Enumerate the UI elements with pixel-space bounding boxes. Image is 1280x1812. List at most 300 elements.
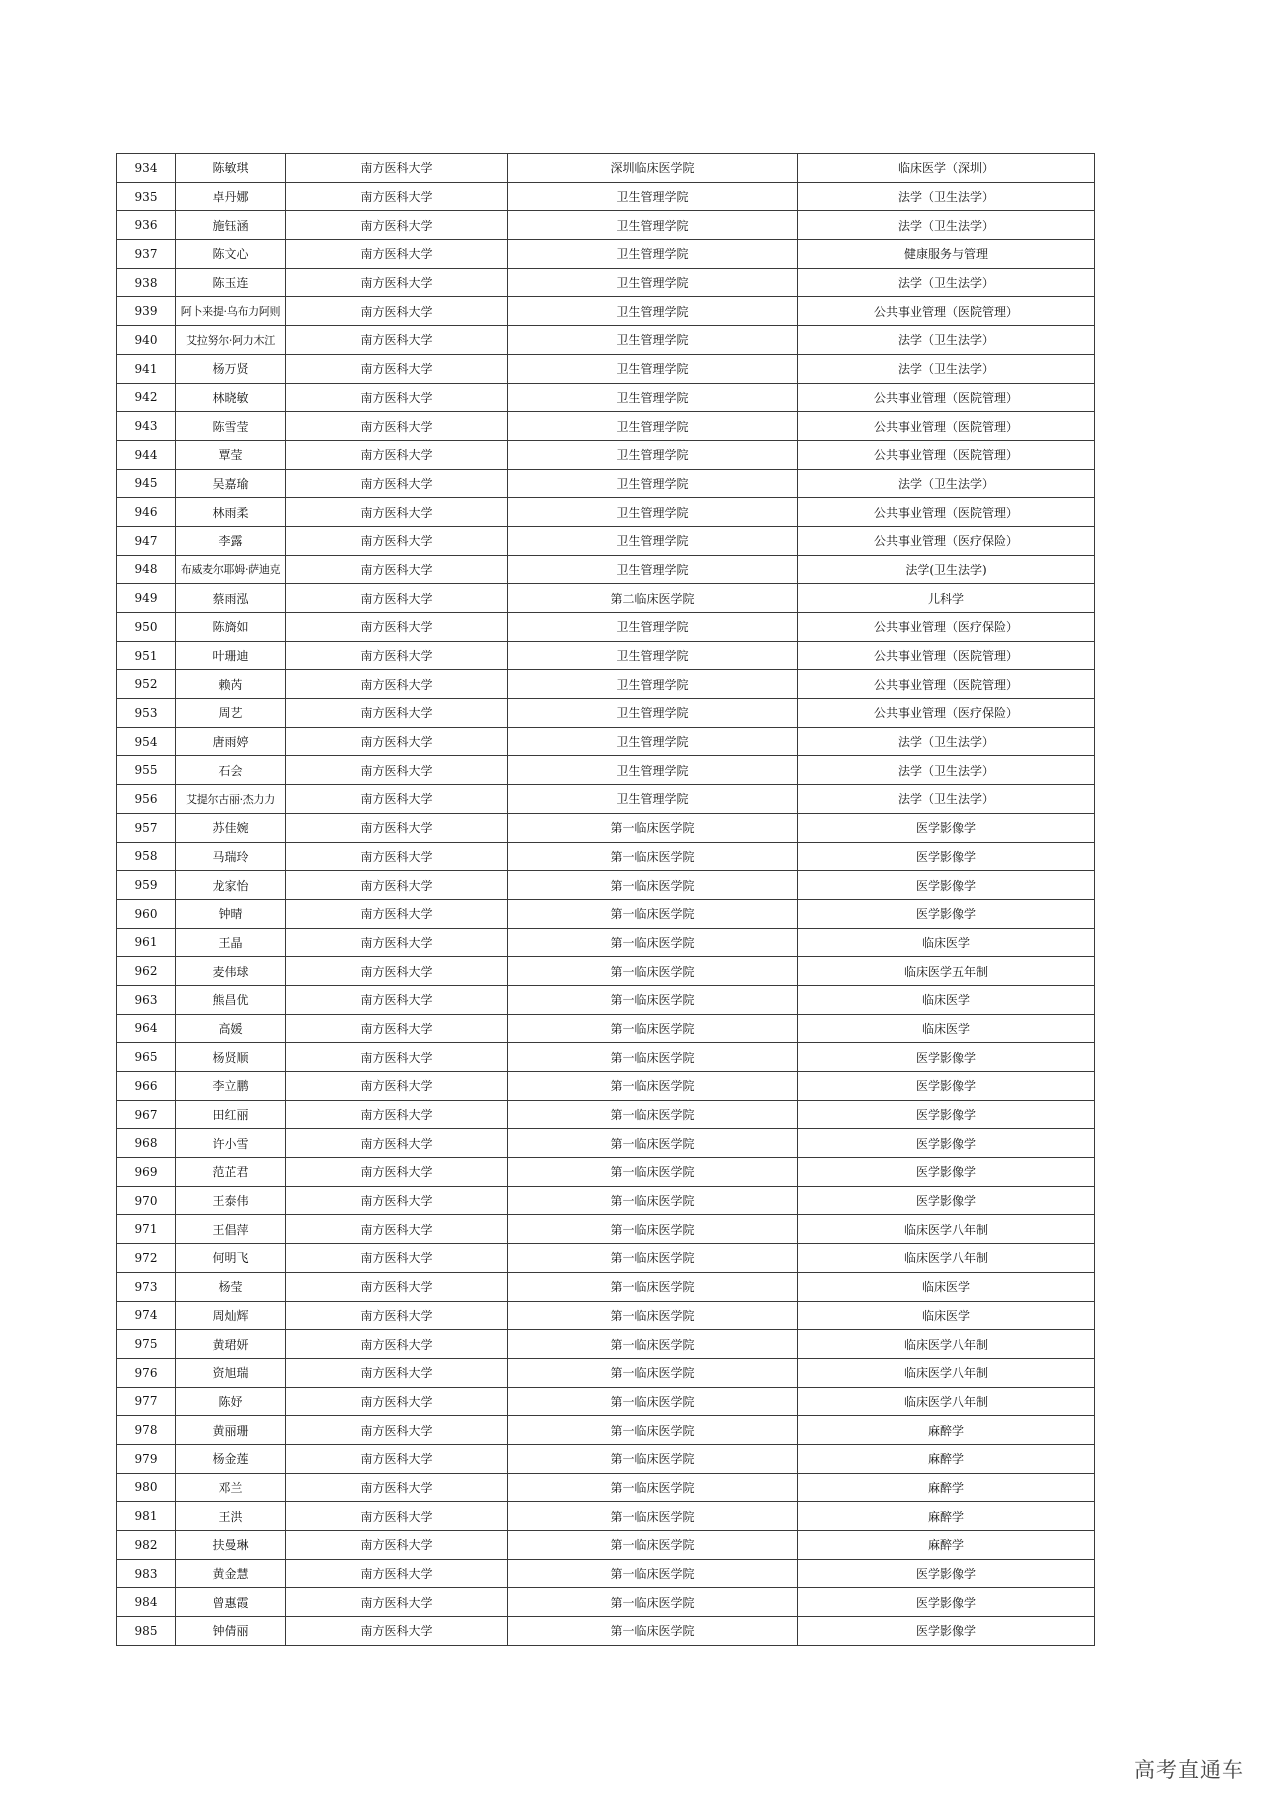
student-name: 施钰涵 xyxy=(176,211,286,240)
college-name: 第一临床医学院 xyxy=(508,842,798,871)
table-row xyxy=(117,785,1095,814)
school-name: 南方医科大学 xyxy=(286,813,508,842)
school-name: 南方医科大学 xyxy=(286,440,508,469)
row-number: 963 xyxy=(117,985,176,1014)
table-row xyxy=(117,727,1095,756)
major-name: 法学（卫生法学） xyxy=(798,326,1095,355)
student-name: 杨万贤 xyxy=(176,354,286,383)
row-number: 982 xyxy=(117,1531,176,1560)
student-name: 高媛 xyxy=(176,1014,286,1043)
college-name: 第一临床医学院 xyxy=(508,1617,798,1646)
college-name: 卫生管理学院 xyxy=(508,469,798,498)
table-row xyxy=(117,440,1095,469)
major-name: 医学影像学 xyxy=(798,1559,1095,1588)
table-row xyxy=(117,1330,1095,1359)
table-row xyxy=(117,240,1095,269)
student-name: 许小雪 xyxy=(176,1129,286,1158)
row-number: 972 xyxy=(117,1244,176,1273)
student-name: 蔡雨泓 xyxy=(176,584,286,613)
row-number: 969 xyxy=(117,1158,176,1187)
table-row xyxy=(117,1100,1095,1129)
college-name: 卫生管理学院 xyxy=(508,670,798,699)
table-row xyxy=(117,1301,1095,1330)
student-name: 王洪 xyxy=(176,1502,286,1531)
table-row xyxy=(117,1617,1095,1646)
college-name: 卫生管理学院 xyxy=(508,211,798,240)
row-number: 976 xyxy=(117,1358,176,1387)
student-name: 卓丹娜 xyxy=(176,182,286,211)
table-row xyxy=(117,584,1095,613)
college-name: 卫生管理学院 xyxy=(508,699,798,728)
college-name: 卫生管理学院 xyxy=(508,240,798,269)
major-name: 医学影像学 xyxy=(798,899,1095,928)
row-number: 934 xyxy=(117,154,176,183)
college-name: 第一临床医学院 xyxy=(508,1014,798,1043)
student-name: 王泰伟 xyxy=(176,1186,286,1215)
student-name: 李立鹏 xyxy=(176,1072,286,1101)
school-name: 南方医科大学 xyxy=(286,1444,508,1473)
major-name: 临床医学八年制 xyxy=(798,1387,1095,1416)
table-row xyxy=(117,842,1095,871)
row-number: 942 xyxy=(117,383,176,412)
student-name: 范芷君 xyxy=(176,1158,286,1187)
table-row xyxy=(117,1272,1095,1301)
college-name: 第一临床医学院 xyxy=(508,1043,798,1072)
row-number: 975 xyxy=(117,1330,176,1359)
major-name: 公共事业管理（医院管理） xyxy=(798,498,1095,527)
table-row xyxy=(117,1531,1095,1560)
school-name: 南方医科大学 xyxy=(286,957,508,986)
table-row xyxy=(117,412,1095,441)
student-name: 苏佳婉 xyxy=(176,813,286,842)
major-name: 临床医学八年制 xyxy=(798,1244,1095,1273)
major-name: 医学影像学 xyxy=(798,1129,1095,1158)
row-number: 953 xyxy=(117,699,176,728)
student-name: 龙家怡 xyxy=(176,871,286,900)
row-number: 958 xyxy=(117,842,176,871)
major-name: 临床医学 xyxy=(798,1301,1095,1330)
major-name: 医学影像学 xyxy=(798,1043,1095,1072)
major-name: 公共事业管理（医院管理） xyxy=(798,641,1095,670)
major-name: 临床医学 xyxy=(798,1272,1095,1301)
row-number: 945 xyxy=(117,469,176,498)
table-row xyxy=(117,1158,1095,1187)
major-name: 法学（卫生法学） xyxy=(798,268,1095,297)
student-name: 曾惠霞 xyxy=(176,1588,286,1617)
major-name: 法学（卫生法学） xyxy=(798,354,1095,383)
student-name: 周灿辉 xyxy=(176,1301,286,1330)
school-name: 南方医科大学 xyxy=(286,268,508,297)
student-name: 钟晴 xyxy=(176,899,286,928)
student-name: 王倡萍 xyxy=(176,1215,286,1244)
student-name: 艾提尔古丽·杰力力 xyxy=(176,785,286,814)
table-row xyxy=(117,1014,1095,1043)
major-name: 麻醉学 xyxy=(798,1531,1095,1560)
student-name: 邓兰 xyxy=(176,1473,286,1502)
student-name: 陈文心 xyxy=(176,240,286,269)
college-name: 卫生管理学院 xyxy=(508,440,798,469)
major-name: 法学(卫生法学) xyxy=(798,555,1095,584)
student-name: 布威麦尔耶姆·萨迪克 xyxy=(176,555,286,584)
college-name: 第二临床医学院 xyxy=(508,584,798,613)
row-number: 957 xyxy=(117,813,176,842)
school-name: 南方医科大学 xyxy=(286,1244,508,1273)
school-name: 南方医科大学 xyxy=(286,842,508,871)
major-name: 临床医学八年制 xyxy=(798,1358,1095,1387)
major-name: 法学（卫生法学） xyxy=(798,727,1095,756)
school-name: 南方医科大学 xyxy=(286,1301,508,1330)
school-name: 南方医科大学 xyxy=(286,1215,508,1244)
student-name: 吴嘉瑜 xyxy=(176,469,286,498)
major-name: 公共事业管理（医院管理） xyxy=(798,670,1095,699)
row-number: 981 xyxy=(117,1502,176,1531)
college-name: 卫生管理学院 xyxy=(508,383,798,412)
major-name: 法学（卫生法学） xyxy=(798,182,1095,211)
school-name: 南方医科大学 xyxy=(286,469,508,498)
row-number: 949 xyxy=(117,584,176,613)
row-number: 943 xyxy=(117,412,176,441)
row-number: 980 xyxy=(117,1473,176,1502)
row-number: 952 xyxy=(117,670,176,699)
school-name: 南方医科大学 xyxy=(286,1502,508,1531)
school-name: 南方医科大学 xyxy=(286,182,508,211)
major-name: 公共事业管理（医院管理） xyxy=(798,440,1095,469)
college-name: 卫生管理学院 xyxy=(508,756,798,785)
table-row xyxy=(117,1416,1095,1445)
table-row xyxy=(117,1444,1095,1473)
major-name: 法学（卫生法学） xyxy=(798,756,1095,785)
college-name: 第一临床医学院 xyxy=(508,813,798,842)
college-name: 卫生管理学院 xyxy=(508,412,798,441)
row-number: 973 xyxy=(117,1272,176,1301)
table-row xyxy=(117,928,1095,957)
major-name: 公共事业管理（医疗保险） xyxy=(798,526,1095,555)
row-number: 974 xyxy=(117,1301,176,1330)
student-name: 熊昌优 xyxy=(176,985,286,1014)
student-name: 王晶 xyxy=(176,928,286,957)
major-name: 医学影像学 xyxy=(798,842,1095,871)
school-name: 南方医科大学 xyxy=(286,354,508,383)
student-name: 陈雪莹 xyxy=(176,412,286,441)
student-name: 黄丽珊 xyxy=(176,1416,286,1445)
table-row xyxy=(117,756,1095,785)
major-name: 临床医学 xyxy=(798,985,1095,1014)
school-name: 南方医科大学 xyxy=(286,154,508,183)
row-number: 964 xyxy=(117,1014,176,1043)
school-name: 南方医科大学 xyxy=(286,1559,508,1588)
table-row xyxy=(117,613,1095,642)
college-name: 第一临床医学院 xyxy=(508,1416,798,1445)
table-row xyxy=(117,1244,1095,1273)
school-name: 南方医科大学 xyxy=(286,326,508,355)
school-name: 南方医科大学 xyxy=(286,1588,508,1617)
major-name: 医学影像学 xyxy=(798,813,1095,842)
student-name: 杨金莲 xyxy=(176,1444,286,1473)
school-name: 南方医科大学 xyxy=(286,1158,508,1187)
school-name: 南方医科大学 xyxy=(286,498,508,527)
college-name: 卫生管理学院 xyxy=(508,555,798,584)
student-name: 石会 xyxy=(176,756,286,785)
table-row xyxy=(117,670,1095,699)
row-number: 941 xyxy=(117,354,176,383)
school-name: 南方医科大学 xyxy=(286,727,508,756)
college-name: 第一临床医学院 xyxy=(508,1129,798,1158)
school-name: 南方医科大学 xyxy=(286,871,508,900)
school-name: 南方医科大学 xyxy=(286,240,508,269)
school-name: 南方医科大学 xyxy=(286,1043,508,1072)
table-row xyxy=(117,1502,1095,1531)
row-number: 959 xyxy=(117,871,176,900)
school-name: 南方医科大学 xyxy=(286,1129,508,1158)
row-number: 977 xyxy=(117,1387,176,1416)
school-name: 南方医科大学 xyxy=(286,584,508,613)
table-row xyxy=(117,1588,1095,1617)
major-name: 公共事业管理（医院管理） xyxy=(798,383,1095,412)
college-name: 卫生管理学院 xyxy=(508,526,798,555)
row-number: 968 xyxy=(117,1129,176,1158)
major-name: 健康服务与管理 xyxy=(798,240,1095,269)
major-name: 麻醉学 xyxy=(798,1444,1095,1473)
row-number: 984 xyxy=(117,1588,176,1617)
table-row xyxy=(117,1358,1095,1387)
college-name: 第一临床医学院 xyxy=(508,1444,798,1473)
row-number: 961 xyxy=(117,928,176,957)
major-name: 医学影像学 xyxy=(798,1158,1095,1187)
school-name: 南方医科大学 xyxy=(286,1531,508,1560)
college-name: 卫生管理学院 xyxy=(508,354,798,383)
college-name: 第一临床医学院 xyxy=(508,1215,798,1244)
table-row xyxy=(117,1387,1095,1416)
school-name: 南方医科大学 xyxy=(286,1272,508,1301)
major-name: 临床医学五年制 xyxy=(798,957,1095,986)
college-name: 第一临床医学院 xyxy=(508,1502,798,1531)
college-name: 第一临床医学院 xyxy=(508,1588,798,1617)
table-row xyxy=(117,211,1095,240)
college-name: 卫生管理学院 xyxy=(508,268,798,297)
school-name: 南方医科大学 xyxy=(286,613,508,642)
school-name: 南方医科大学 xyxy=(286,670,508,699)
table-row xyxy=(117,1072,1095,1101)
school-name: 南方医科大学 xyxy=(286,1072,508,1101)
school-name: 南方医科大学 xyxy=(286,526,508,555)
college-name: 第一临床医学院 xyxy=(508,1158,798,1187)
school-name: 南方医科大学 xyxy=(286,899,508,928)
school-name: 南方医科大学 xyxy=(286,756,508,785)
table-row xyxy=(117,985,1095,1014)
school-name: 南方医科大学 xyxy=(286,985,508,1014)
college-name: 第一临床医学院 xyxy=(508,1358,798,1387)
student-name: 田红丽 xyxy=(176,1100,286,1129)
row-number: 939 xyxy=(117,297,176,326)
college-name: 第一临床医学院 xyxy=(508,899,798,928)
row-number: 956 xyxy=(117,785,176,814)
row-number: 950 xyxy=(117,613,176,642)
school-name: 南方医科大学 xyxy=(286,1330,508,1359)
major-name: 公共事业管理（医院管理） xyxy=(798,297,1095,326)
school-name: 南方医科大学 xyxy=(286,1014,508,1043)
student-name: 覃莹 xyxy=(176,440,286,469)
college-name: 卫生管理学院 xyxy=(508,727,798,756)
row-number: 965 xyxy=(117,1043,176,1072)
row-number: 985 xyxy=(117,1617,176,1646)
major-name: 法学（卫生法学） xyxy=(798,469,1095,498)
row-number: 951 xyxy=(117,641,176,670)
table-row xyxy=(117,957,1095,986)
college-name: 第一临床医学院 xyxy=(508,1100,798,1129)
college-name: 卫生管理学院 xyxy=(508,785,798,814)
roster-body xyxy=(117,154,1095,1646)
major-name: 麻醉学 xyxy=(798,1473,1095,1502)
table-row xyxy=(117,297,1095,326)
table-row xyxy=(117,498,1095,527)
college-name: 卫生管理学院 xyxy=(508,498,798,527)
table-row xyxy=(117,1473,1095,1502)
college-name: 第一临床医学院 xyxy=(508,1473,798,1502)
student-name: 何明飞 xyxy=(176,1244,286,1273)
major-name: 临床医学八年制 xyxy=(798,1215,1095,1244)
table-row xyxy=(117,1186,1095,1215)
table-row xyxy=(117,1043,1095,1072)
college-name: 第一临床医学院 xyxy=(508,1072,798,1101)
student-name: 麦伟球 xyxy=(176,957,286,986)
student-name: 阿卜来提·乌布力阿则 xyxy=(176,297,286,326)
row-number: 938 xyxy=(117,268,176,297)
major-name: 法学（卫生法学） xyxy=(798,211,1095,240)
row-number: 971 xyxy=(117,1215,176,1244)
college-name: 第一临床医学院 xyxy=(508,871,798,900)
student-name: 周艺 xyxy=(176,699,286,728)
student-name: 陈妤 xyxy=(176,1387,286,1416)
row-number: 967 xyxy=(117,1100,176,1129)
major-name: 麻醉学 xyxy=(798,1416,1095,1445)
row-number: 940 xyxy=(117,326,176,355)
college-name: 第一临床医学院 xyxy=(508,1272,798,1301)
student-name: 陈敏琪 xyxy=(176,154,286,183)
college-name: 卫生管理学院 xyxy=(508,326,798,355)
student-name: 林晓敏 xyxy=(176,383,286,412)
row-number: 978 xyxy=(117,1416,176,1445)
major-name: 临床医学 xyxy=(798,928,1095,957)
student-name: 赖芮 xyxy=(176,670,286,699)
college-name: 第一临床医学院 xyxy=(508,1186,798,1215)
student-name: 陈旖如 xyxy=(176,613,286,642)
row-number: 947 xyxy=(117,526,176,555)
college-name: 第一临床医学院 xyxy=(508,1330,798,1359)
table-row xyxy=(117,555,1095,584)
table-row xyxy=(117,326,1095,355)
school-name: 南方医科大学 xyxy=(286,1387,508,1416)
row-number: 936 xyxy=(117,211,176,240)
row-number: 962 xyxy=(117,957,176,986)
student-name: 唐雨婷 xyxy=(176,727,286,756)
school-name: 南方医科大学 xyxy=(286,412,508,441)
major-name: 临床医学八年制 xyxy=(798,1330,1095,1359)
row-number: 960 xyxy=(117,899,176,928)
row-number: 937 xyxy=(117,240,176,269)
table-row xyxy=(117,383,1095,412)
school-name: 南方医科大学 xyxy=(286,928,508,957)
school-name: 南方医科大学 xyxy=(286,555,508,584)
major-name: 公共事业管理（医院管理） xyxy=(798,412,1095,441)
school-name: 南方医科大学 xyxy=(286,297,508,326)
college-name: 第一临床医学院 xyxy=(508,1387,798,1416)
roster-table xyxy=(116,153,1095,1646)
student-name: 扶曼琳 xyxy=(176,1531,286,1560)
school-name: 南方医科大学 xyxy=(286,1473,508,1502)
row-number: 935 xyxy=(117,182,176,211)
school-name: 南方医科大学 xyxy=(286,1358,508,1387)
major-name: 医学影像学 xyxy=(798,871,1095,900)
major-name: 公共事业管理（医疗保险） xyxy=(798,699,1095,728)
table-row xyxy=(117,354,1095,383)
major-name: 麻醉学 xyxy=(798,1502,1095,1531)
student-name: 黄珺妍 xyxy=(176,1330,286,1359)
college-name: 第一临床医学院 xyxy=(508,1244,798,1273)
school-name: 南方医科大学 xyxy=(286,1100,508,1129)
college-name: 第一临床医学院 xyxy=(508,957,798,986)
school-name: 南方医科大学 xyxy=(286,1416,508,1445)
college-name: 卫生管理学院 xyxy=(508,297,798,326)
major-name: 临床医学（深圳） xyxy=(798,154,1095,183)
school-name: 南方医科大学 xyxy=(286,1186,508,1215)
student-name: 资旭瑞 xyxy=(176,1358,286,1387)
college-name: 第一临床医学院 xyxy=(508,1301,798,1330)
row-number: 946 xyxy=(117,498,176,527)
student-name: 杨莹 xyxy=(176,1272,286,1301)
college-name: 卫生管理学院 xyxy=(508,641,798,670)
table-row xyxy=(117,1559,1095,1588)
row-number: 955 xyxy=(117,756,176,785)
major-name: 儿科学 xyxy=(798,584,1095,613)
table-row xyxy=(117,813,1095,842)
student-name: 陈玉连 xyxy=(176,268,286,297)
row-number: 954 xyxy=(117,727,176,756)
school-name: 南方医科大学 xyxy=(286,383,508,412)
major-name: 医学影像学 xyxy=(798,1072,1095,1101)
watermark: 高考直通车 xyxy=(1134,1758,1244,1782)
row-number: 944 xyxy=(117,440,176,469)
table-row xyxy=(117,526,1095,555)
table-row xyxy=(117,899,1095,928)
table-row xyxy=(117,1129,1095,1158)
college-name: 卫生管理学院 xyxy=(508,613,798,642)
row-number: 983 xyxy=(117,1559,176,1588)
student-name: 林雨柔 xyxy=(176,498,286,527)
row-number: 979 xyxy=(117,1444,176,1473)
college-name: 卫生管理学院 xyxy=(508,182,798,211)
student-name: 叶珊迪 xyxy=(176,641,286,670)
school-name: 南方医科大学 xyxy=(286,699,508,728)
college-name: 第一临床医学院 xyxy=(508,928,798,957)
table-row xyxy=(117,699,1095,728)
student-name: 钟倩丽 xyxy=(176,1617,286,1646)
major-name: 医学影像学 xyxy=(798,1100,1095,1129)
student-name: 杨贤顺 xyxy=(176,1043,286,1072)
student-name: 艾拉努尔·阿力木江 xyxy=(176,326,286,355)
table-row xyxy=(117,154,1095,183)
major-name: 法学（卫生法学） xyxy=(798,785,1095,814)
school-name: 南方医科大学 xyxy=(286,1617,508,1646)
major-name: 医学影像学 xyxy=(798,1186,1095,1215)
table-row xyxy=(117,469,1095,498)
table-row xyxy=(117,871,1095,900)
table-row xyxy=(117,641,1095,670)
school-name: 南方医科大学 xyxy=(286,785,508,814)
school-name: 南方医科大学 xyxy=(286,211,508,240)
major-name: 公共事业管理（医疗保险） xyxy=(798,613,1095,642)
row-number: 970 xyxy=(117,1186,176,1215)
college-name: 深圳临床医学院 xyxy=(508,154,798,183)
